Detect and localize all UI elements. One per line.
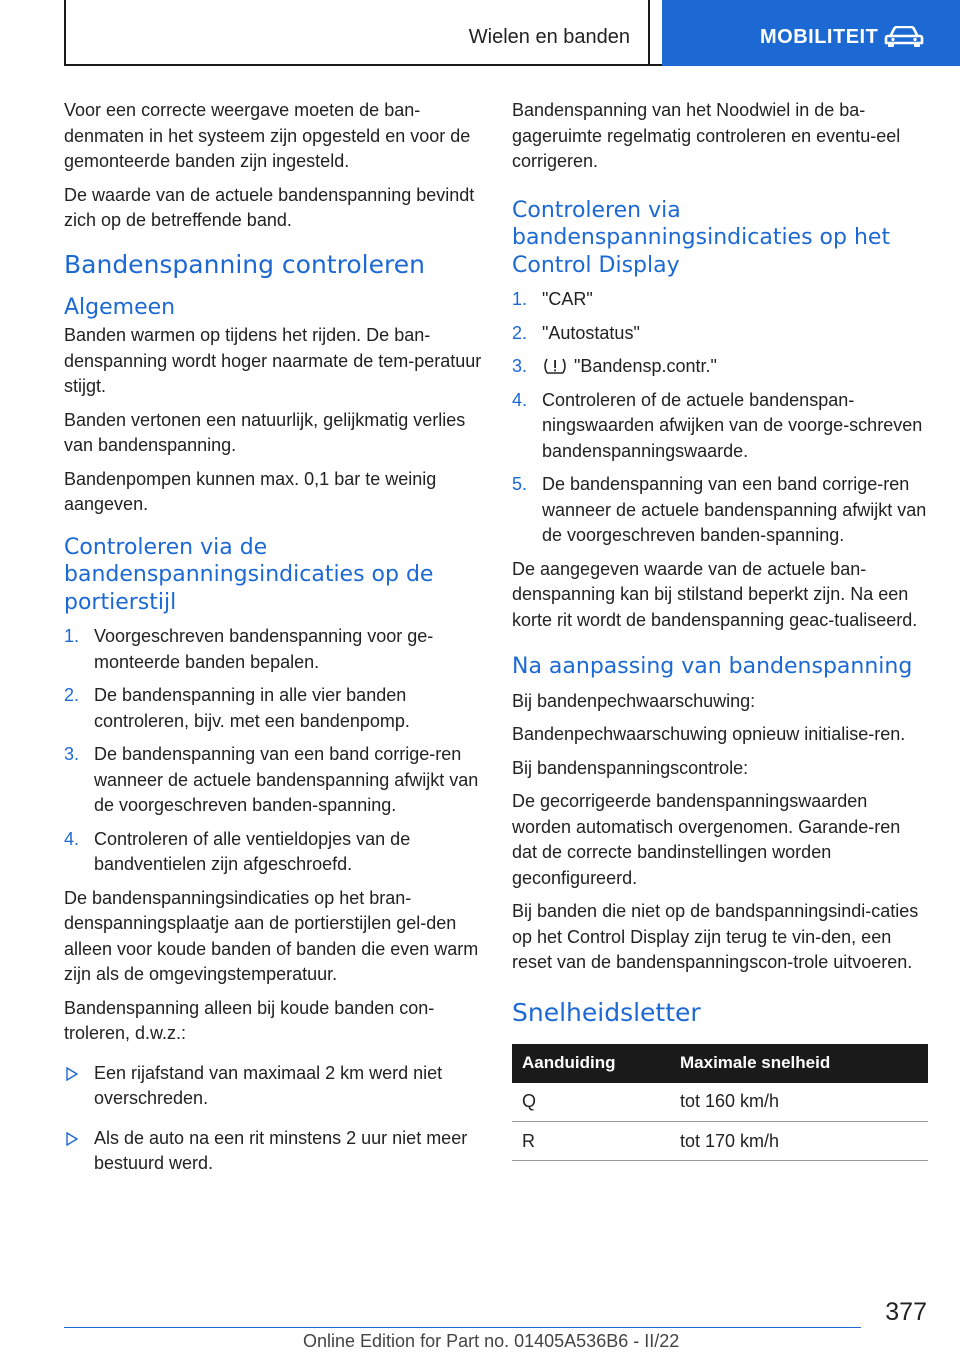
adjust-paragraph: Bandenpechwaarschuwing opnieuw initialise-ren. xyxy=(512,724,906,744)
adjust-paragraph: Bij banden die niet op de bandspanningsindi-caties op het Control Display zijn terug te vin-den, een reset van de bandenspanningscon-trole uitvoeren. xyxy=(512,901,919,972)
page-number: 377 xyxy=(885,1298,927,1326)
list-item xyxy=(512,321,928,347)
column-header: Aanduiding xyxy=(512,1044,670,1083)
step-text: "Bandensp.contr." xyxy=(574,356,717,376)
section-title-check-pressure: Bandenspanning controleren xyxy=(64,249,425,279)
subsection-title-door-pillar: Controleren via de bandenspanningsindicaties op de portierstijl xyxy=(64,534,434,615)
step-text: De bandenspanning in alle vier banden controleren, bijv. met een bandenpomp. xyxy=(94,685,410,731)
spare-wheel-paragraph: Bandenspanning van het Noodwiel in de ba-gageruimte regelmatig controleren en eventu-eel corrigeren. xyxy=(512,100,901,171)
list-item xyxy=(64,624,482,675)
condition-text: Als de auto na een rit minstens 2 uur niet meer bestuurd werd. xyxy=(94,1127,468,1173)
step-number: 4. xyxy=(64,828,80,849)
adjust-paragraph: De gecorrigeerde bandenspanningswaarden worden automatisch overgenomen. Garande-ren dat de correcte bandinstellingen worden geconfigureerd. xyxy=(512,791,901,888)
left-column xyxy=(64,98,482,1185)
header-section-title: Wielen en banden xyxy=(468,26,630,48)
door-pillar-steps xyxy=(64,624,482,878)
intro-paragraph: Voor een correcte weergave moeten de ban-denmaten in het systeem zijn opgesteld en voor de gemonteerde banden zijn ingesteld. xyxy=(64,100,471,171)
control-display-steps xyxy=(512,287,928,549)
table-cell: tot 170 km/h xyxy=(670,1122,928,1161)
step-number: 4. xyxy=(512,389,528,410)
footer-edition: Online Edition for Part no. 01405A536B6 - II/22 xyxy=(303,1331,680,1351)
table-row xyxy=(512,1083,928,1122)
table-cell: R xyxy=(512,1122,670,1161)
intro-paragraph: De waarde van de actuele bandenspanning bevindt zich op de betreffende band. xyxy=(64,184,475,230)
step-number: 5. xyxy=(512,474,528,494)
subsection-title-general: Algemeen xyxy=(64,294,176,320)
header-chapter-tab xyxy=(662,0,960,66)
display-note: De aangegeven waarde van de actuele ban-denspanning kan bij stilstand beperkt zijn. Na een korte rit wordt de bandenspanning geac-tualiseerd. xyxy=(512,558,918,630)
list-item xyxy=(64,742,482,819)
step-number: 3. xyxy=(64,744,80,764)
adjust-paragraph: Bij bandenpechwaarschuwing: xyxy=(512,690,756,711)
list-item xyxy=(512,287,928,313)
footer-rule xyxy=(64,1327,861,1328)
section-title-speed-rating: Snelheidsletter xyxy=(512,997,701,1027)
list-item xyxy=(64,1126,482,1177)
step-number: 1. xyxy=(64,626,80,646)
step-text: Controleren of de actuele bandenspan-ningswaarden afwijken van de voorge-schreven bandenspanningswaarde. xyxy=(542,389,923,461)
general-paragraph: Banden vertonen een natuurlijk, gelijkmatig verlies van bandenspanning. xyxy=(64,409,466,455)
speed-rating-table xyxy=(512,1044,928,1162)
step-number: 2. xyxy=(512,322,528,343)
cold-tire-conditions xyxy=(64,1061,482,1177)
step-text: De bandenspanning van een band corrige-ren wanneer de actuele bandenspanning afwijkt van de voorgeschreven banden-spanning. xyxy=(542,474,927,545)
general-paragraph: Bandenpompen kunnen max. 0,1 bar te weinig aangeven. xyxy=(64,468,437,514)
step-number: 1. xyxy=(512,289,528,309)
list-item xyxy=(512,354,928,380)
triangle-bullet-icon xyxy=(66,1067,78,1081)
adjust-paragraph: Bij bandenspanningscontrole: xyxy=(512,757,749,778)
cold-tire-note: Bandenspanning alleen bij koude banden con-troleren, d.w.z.: xyxy=(64,997,435,1043)
step-text: "CAR" xyxy=(542,289,593,309)
general-paragraph: Banden warmen op tijdens het rijden. De ban-denspanning wordt hoger naarmate de tem-peratuur stijgt. xyxy=(64,325,482,396)
door-pillar-note: De bandenspanningsindicaties op het bran-denspanningsplaatje aan de portierstijlen gel-den alleen voor koude banden of banden die even warm zijn als de omgevingstemperatuur. xyxy=(64,887,479,984)
list-item xyxy=(64,1061,482,1112)
list-item xyxy=(64,683,482,734)
table-cell: Q xyxy=(512,1083,670,1122)
subsection-title-control-display: Controleren via bandenspanningsindicaties op het Control Display xyxy=(512,197,891,278)
column-header: Maximale snelheid xyxy=(670,1044,928,1083)
condition-text: Een rijafstand van maximaal 2 km werd niet overschreden. xyxy=(94,1062,443,1108)
right-column xyxy=(512,98,928,1161)
list-item xyxy=(512,472,928,549)
table-row xyxy=(512,1122,928,1161)
list-item xyxy=(512,388,928,465)
table-cell: tot 160 km/h xyxy=(670,1083,928,1122)
step-number: 2. xyxy=(64,685,80,705)
step-text: De bandenspanning van een band corrige-ren wanneer de actuele bandenspanning afwijkt van de voorgeschreven banden-spanning. xyxy=(94,744,479,815)
tire-pressure-icon xyxy=(542,357,568,375)
car-icon xyxy=(884,26,924,48)
step-number: 3. xyxy=(512,356,528,376)
step-text: "Autostatus" xyxy=(542,322,640,343)
subsection-title-after-adjust: Na aanpassing van bandenspanning xyxy=(512,654,913,679)
header-chapter-title: MOBILITEIT xyxy=(760,26,879,48)
triangle-bullet-icon xyxy=(66,1132,78,1146)
list-item xyxy=(64,827,482,878)
step-text: Controleren of alle ventieldopjes van de bandventielen zijn afgeschroefd. xyxy=(94,828,411,874)
table-header-row xyxy=(512,1044,928,1083)
step-text: Voorgeschreven bandenspanning voor ge-monteerde banden bepalen. xyxy=(94,626,434,672)
